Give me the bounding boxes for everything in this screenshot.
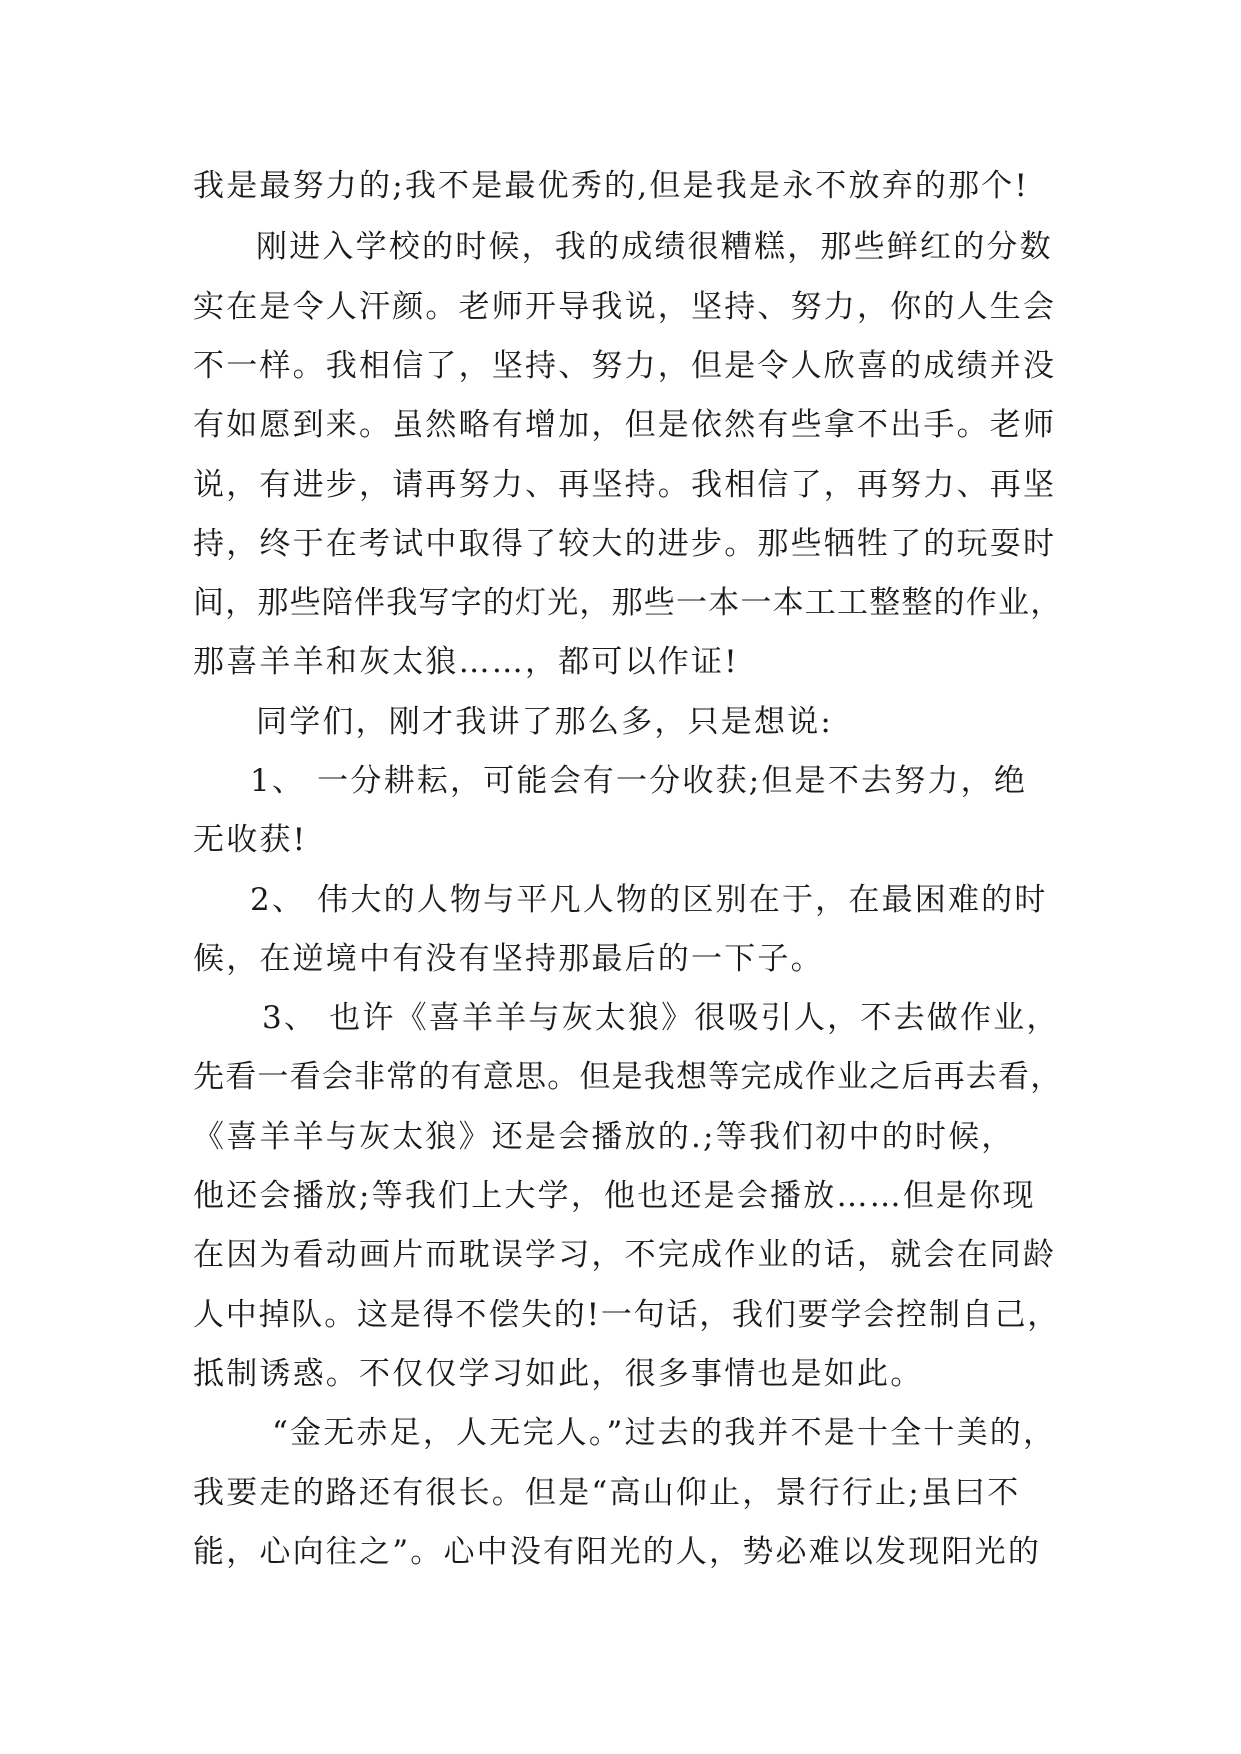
text-line: 先看一看会非常的有意思。但是我想等完成作业之后再去看， bbox=[193, 1059, 1063, 1095]
text-line: 间，那些陪伴我写字的灯光，那些一本一本工工整整的作业， bbox=[193, 585, 1063, 621]
text-line: 我是最努力的;我不是最优秀的,但是我是永不放弃的那个! bbox=[193, 168, 1030, 204]
list-item-1: 1、 一分耕耘，可能会有一分收获;但是不去努力，绝 bbox=[250, 763, 1028, 799]
text-line: 能，心向往之”。心中没有阳光的人，势必难以发现阳光的 bbox=[193, 1534, 1042, 1570]
text-line: 刚进入学校的时候，我的成绩很糟糕，那些鲜红的分数 bbox=[256, 229, 1053, 265]
list-item-3: 3、 也许《喜羊羊与灰太狼》很吸引人，不去做作业， bbox=[262, 1000, 1060, 1036]
text-line: 人中掉队。这是得不偿失的!一句话，我们要学会控制自己， bbox=[193, 1297, 1061, 1333]
text-line: 候，在逆境中有没有坚持那最后的一下子。 bbox=[193, 941, 824, 977]
text-line: 我要走的路还有很长。但是“高山仰止，景行行止;虽曰不 bbox=[193, 1475, 1021, 1511]
text-line: 说，有进步，请再努力、再坚持。我相信了，再努力、再坚 bbox=[193, 467, 1057, 503]
text-line: 那喜羊羊和灰太狼……，都可以作证! bbox=[193, 644, 739, 680]
text-line: 他还会播放;等我们上大学，他也还是会播放……但是你现 bbox=[193, 1178, 1036, 1214]
text-line: 不一样。我相信了，坚持、努力，但是令人欣喜的成绩并没 bbox=[193, 348, 1057, 384]
text-line: 在因为看动画片而耽误学习，不完成作业的话，就会在同龄 bbox=[193, 1237, 1057, 1273]
text-line: 抵制诱惑。不仅仅学习如此，很多事情也是如此。 bbox=[193, 1356, 924, 1392]
text-line: 《喜羊羊与灰太狼》还是会播放的.;等我们初中的时候， bbox=[193, 1119, 1015, 1155]
list-item-2: 2、 伟大的人物与平凡人物的区别在于，在最困难的时 bbox=[250, 882, 1048, 918]
text-line: “金无赤足，人无完人。”过去的我并不是十全十美的， bbox=[272, 1415, 1057, 1451]
text-line: 实在是令人汗颜。老师开导我说，坚持、努力，你的人生会 bbox=[193, 289, 1057, 325]
text-line: 有如愿到来。虽然略有增加，但是依然有些拿不出手。老师 bbox=[193, 407, 1057, 443]
text-line: 持，终于在考试中取得了较大的进步。那些牺牲了的玩耍时 bbox=[193, 526, 1057, 562]
text-line: 无收获! bbox=[193, 822, 308, 858]
text-line: 同学们，刚才我讲了那么多，只是想说: bbox=[256, 704, 834, 740]
